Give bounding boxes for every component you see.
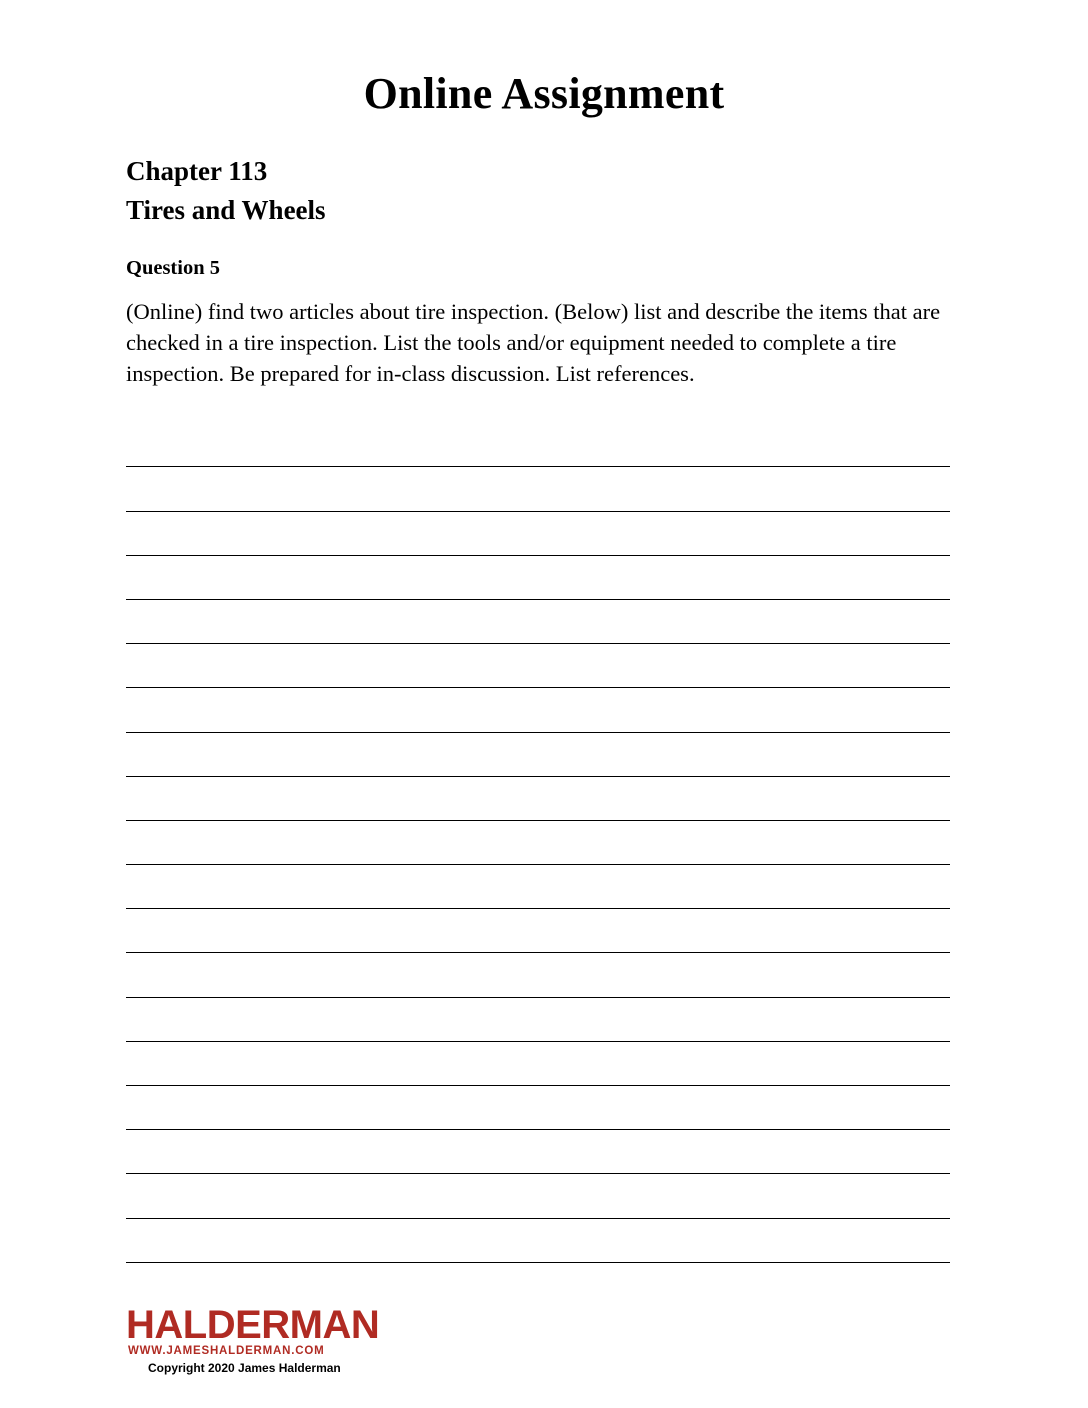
answer-line[interactable] bbox=[126, 909, 950, 953]
answer-line[interactable] bbox=[126, 1174, 950, 1218]
footer bbox=[126, 1302, 546, 1375]
question-text: (Online) find two articles about tire inspection. (Below) list and describe the items that are checked in a tire inspection. List the tools and/or equipment needed to complete a tire inspection. Be prepared for in-class discussion. List references. bbox=[126, 299, 941, 387]
answer-line[interactable] bbox=[126, 644, 950, 688]
answer-line[interactable] bbox=[126, 1086, 950, 1130]
answer-line[interactable] bbox=[126, 953, 950, 997]
answer-line[interactable] bbox=[126, 556, 950, 600]
chapter-number: Chapter 113 bbox=[126, 156, 268, 187]
answer-line[interactable] bbox=[126, 600, 950, 644]
question-label: Question 5 bbox=[126, 257, 220, 280]
answer-line[interactable] bbox=[126, 777, 950, 821]
answer-line[interactable] bbox=[126, 423, 950, 467]
page-title: Online Assignment bbox=[363, 69, 725, 118]
answer-lines-area bbox=[126, 423, 950, 1263]
chapter-heading-block bbox=[126, 152, 950, 229]
answer-line[interactable] bbox=[126, 821, 950, 865]
question-block bbox=[126, 229, 950, 389]
answer-line[interactable] bbox=[126, 688, 950, 732]
answer-line[interactable] bbox=[126, 1042, 950, 1086]
halderman-logo: HALDERMAN bbox=[126, 1302, 380, 1347]
answer-line[interactable] bbox=[126, 1130, 950, 1174]
answer-line[interactable] bbox=[126, 733, 950, 777]
copyright-notice: Copyright 2020 James Halderman bbox=[148, 1361, 341, 1375]
chapter-title: Tires and Wheels bbox=[126, 194, 326, 225]
answer-line[interactable] bbox=[126, 998, 950, 1042]
answer-line[interactable] bbox=[126, 865, 950, 909]
halderman-website-url: WWW.JAMESHALDERMAN.COM bbox=[128, 1344, 325, 1357]
answer-line[interactable] bbox=[126, 467, 950, 511]
answer-line[interactable] bbox=[126, 512, 950, 556]
answer-line[interactable] bbox=[126, 1219, 950, 1263]
